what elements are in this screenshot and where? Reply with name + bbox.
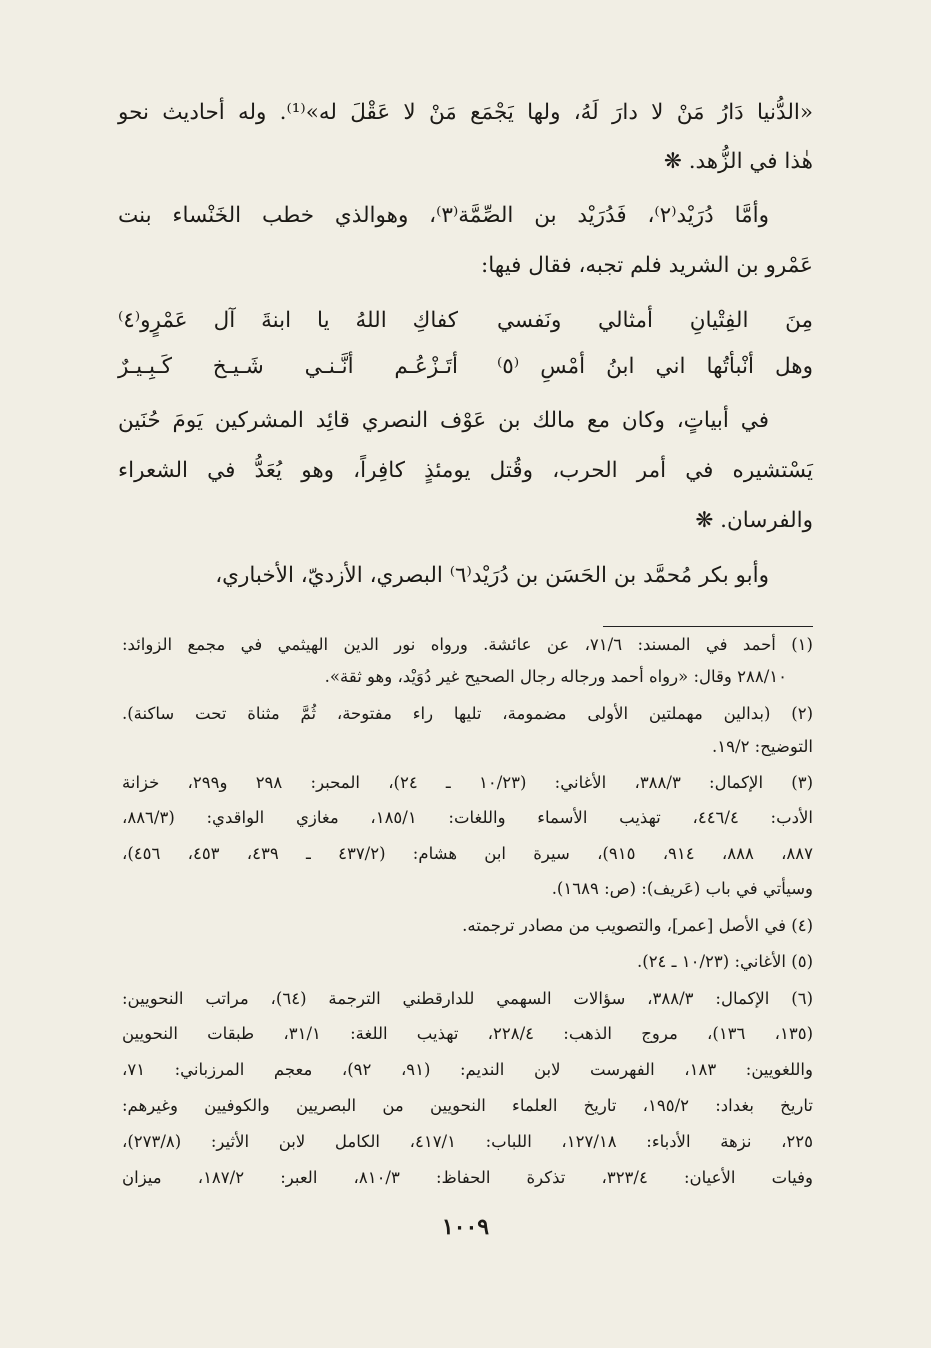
footnote-line: وفيات الأعيان: ٣٢٣/٤، تذكرة الحفاظ: ٨١٠/٣، العبر: ١٨٧/٢، ميزان bbox=[122, 1168, 813, 1187]
footnote-line: ٨٨٧، ٨٨٨، ٩١٤، ٩١٥)، سيرة ابن هشام: (٤٣٧/٢ ـ ٤٣٩، ٤٥٣، ٤٥٦)، bbox=[122, 844, 814, 863]
main-line: وأبو بكر مُحمَّد بن الحَسَن بن دُرَيْد⁽٦⁾ البصري، الأزديّ، الأخباري، bbox=[215, 563, 769, 588]
footnote-line: ٢٨٨/١٠ وقال: «رواه أحمد ورجاله رجال الصحيح غير دُوَيْد، وهو ثقة». bbox=[324, 667, 787, 686]
footnote-separator bbox=[603, 626, 813, 627]
footnote-line: (٥) الأغاني: (١٠/٢٣ ـ ٢٤). bbox=[637, 952, 813, 971]
footnote-line: الأدب: ٤٤٦/٤، تهذيب الأسماء واللغات: ١٨٥/١، مغازي الواقدي: (٨٨٦/٣، bbox=[122, 808, 813, 827]
verse-first-hemistich: وهل أنْبأتُها اني ابنُ أمْسِ ⁽٥⁾ bbox=[497, 354, 813, 379]
page-number: ١٠٠٩ bbox=[441, 1214, 490, 1240]
main-line: يَسْتشيره في أمر الحرب، وقُتل يومئذٍ كافِراً، وهو يُعَدُّ في الشعراء bbox=[118, 458, 813, 483]
main-line: عَمْرو بن الشريد فلم تجبه، فقال فيها: bbox=[480, 253, 813, 278]
footnote-line: التوضيح: ١٩/٢. bbox=[712, 737, 813, 756]
main-line: وأمَّا دُرَيْد⁽٢⁾، فَدُرَيْد بن الصِّمَّة⁽٣⁾، وهوالذي خطب الخَنْساء بنت bbox=[118, 203, 770, 228]
footnote-line: تاريخ بغداد: ١٩٥/٢، تاريخ العلماء النحويين من البصريين والكوفيين وغيرهم: bbox=[122, 1096, 814, 1115]
verse-first-hemistich: مِنَ الفِتْيانِ أمثالي ونَفسي bbox=[497, 308, 813, 333]
footnote-line: وسيأتي في باب (عَريف): (ص: ١٦٨٩). bbox=[551, 879, 813, 898]
main-line: في أبياتٍ، وكان مع مالك بن عَوْف النصري قائِد المشركين يَومَ حُنَين bbox=[118, 408, 769, 433]
main-line: «الدُّنيا دَارُ مَنْ لا دارَ لَهُ، ولها يَجْمَع مَنْ لا عَقْلَ له»⁽¹⁾. وله أحاديث نحو bbox=[118, 100, 813, 125]
footnote-line: (٣) الإكمال: ٣٨٨/٣، الأغاني: (١٠/٢٣ ـ ٢٤)، المحبر: ٢٩٨ و٢٩٩، خزانة bbox=[122, 773, 814, 792]
footnote-line: (٦) الإكمال: ٣٨٨/٣، سؤالات السهمي للدارقطني الترجمة (٦٤)، مراتب النحويين: bbox=[122, 989, 814, 1008]
footnote-line: (١) أحمد في المسند: ٧١/٦، عن عائشة. ورواه نور الدين الهيثمي في مجمع الزوائد: bbox=[122, 635, 813, 654]
footnote-line: (١٣٥، ١٣٦)، مروج الذهب: ٢٢٨/٤، تهذيب اللغة: ٣١/١، طبقات النحويين bbox=[122, 1024, 814, 1043]
footnote-line: واللغويين: ١٨٣، الفهرست لابن النديم: (٩١، ٩٢)، معجم المرزباني: ٧١، bbox=[122, 1060, 813, 1079]
footnote-line: (٢) (بدالين مهملتين الأولى مضمومة، تليها راء مفتوحة، ثُمَّ مثناة تحت ساكنة). bbox=[122, 704, 813, 723]
verse-second-hemistich: أتَـزْعُـم أنَّـنـي شَـيـخ كَـبِـيـرٌ bbox=[118, 354, 458, 379]
main-line: والفرسان. ❋ bbox=[695, 508, 813, 533]
footnote-line: (٤) في الأصل [عمر]، والتصويب من مصادر ترجمته. bbox=[462, 916, 813, 935]
footnote-line: ٢٢٥، نزهة الأدباء: ١٢٧/١٨، اللباب: ٤١٧/١، الكامل لابن الأثير: (٢٧٣/٨)، bbox=[122, 1132, 813, 1151]
main-line: هٰذا في الزُّهد. ❋ bbox=[663, 149, 813, 174]
verse-second-hemistich: كفاكِ اللهُ يا ابنةَ آل عَمْرٍو⁽٤⁾ bbox=[118, 308, 458, 333]
